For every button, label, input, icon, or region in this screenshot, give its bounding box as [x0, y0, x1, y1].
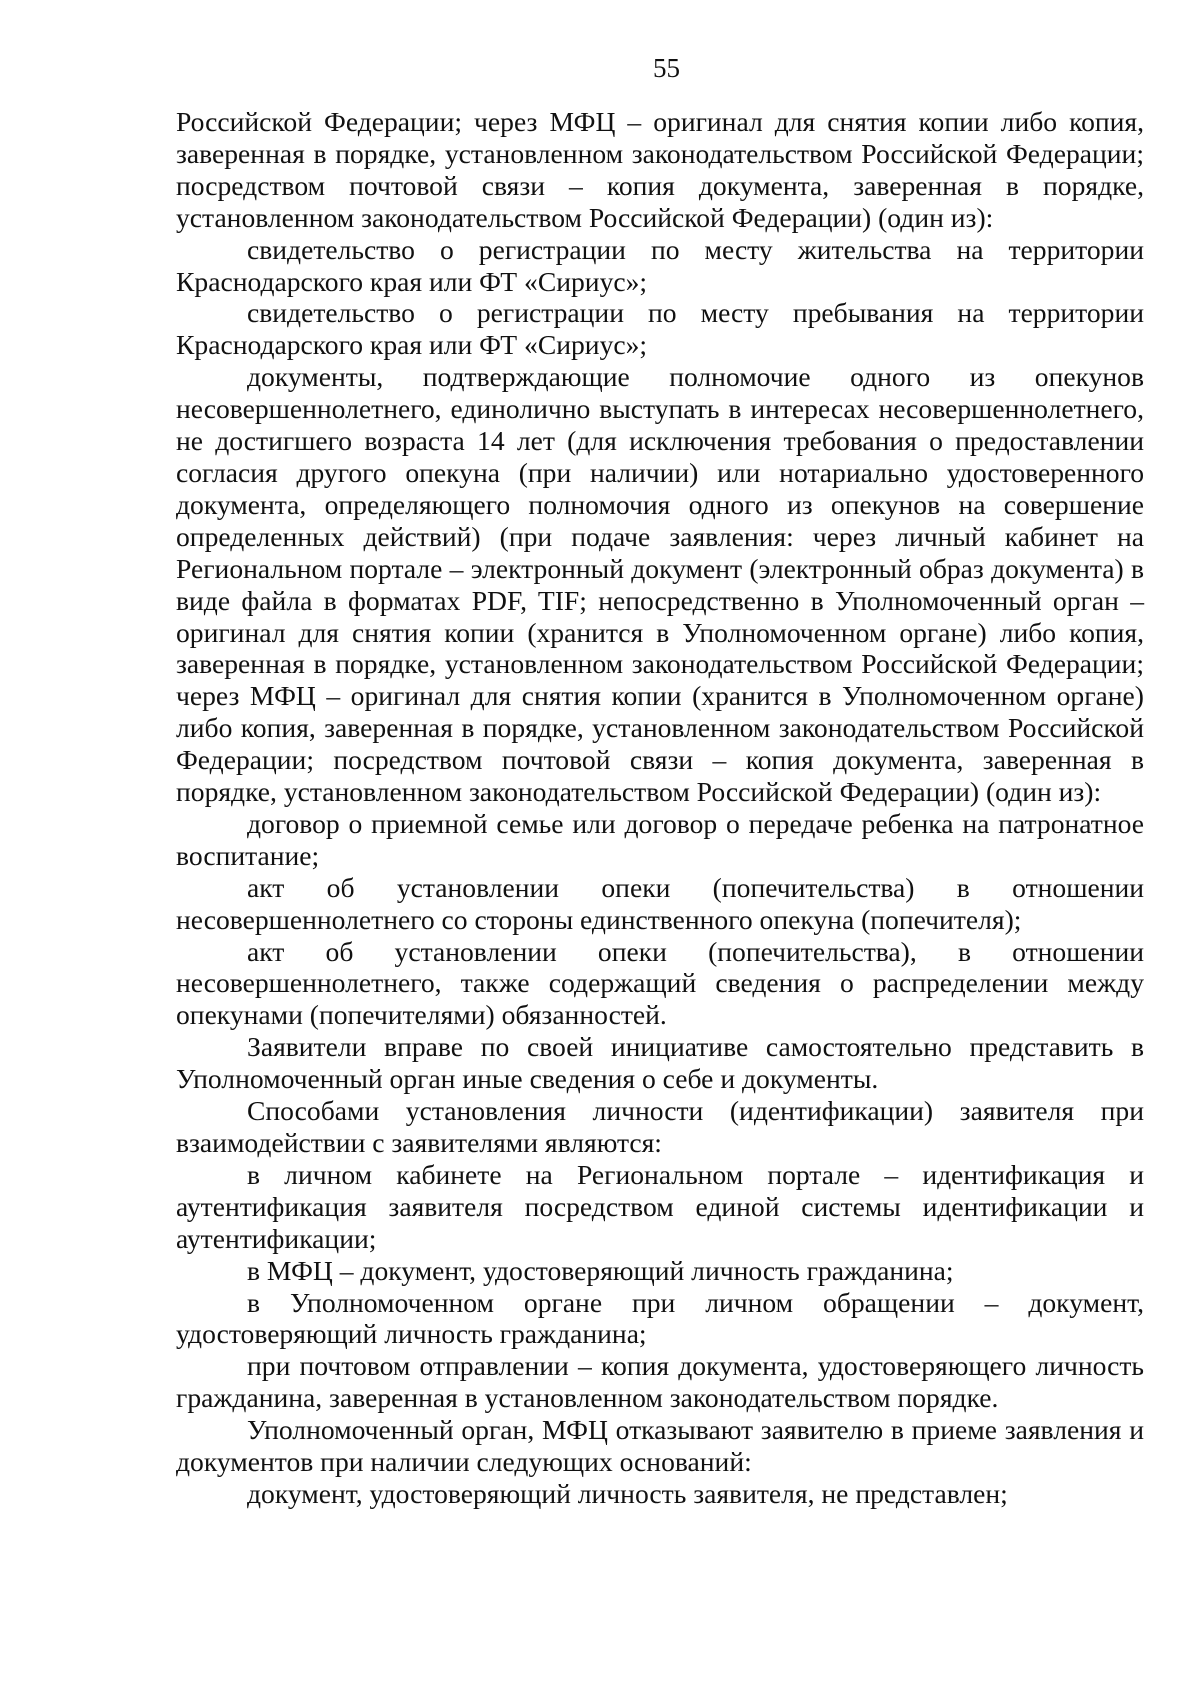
paragraph-9: Способами установления личности (идентификации) заявителя при взаимодействии с заявителями являются:	[176, 1095, 1144, 1158]
paragraph-13: при почтовом отправлении – копия документа, удостоверяющего личность гражданина, заверенная в установленном законодательством порядке.	[176, 1350, 1144, 1414]
paragraph-14: Уполномоченный орган, МФЦ отказывают заявителю в приеме заявления и документов при наличии следующих оснований:	[176, 1414, 1144, 1478]
paragraph-10: в личном кабинете на Региональном портале – идентификация и аутентификация заявителя посредством единой системы идентификации и аутентификации;	[176, 1158, 1144, 1254]
paragraph-3: свидетельство о регистрации по месту пребывания на территории Краснодарского края или ФТ «Сириус»;	[176, 297, 1144, 361]
paragraph-6: акт об установлении опеки (попечительства) в отношении несовершеннолетнего со стороны единственного опекуна (попечителя);	[176, 871, 1144, 935]
paragraph-7: акт об установлении опеки (попечительства), в отношении несовершеннолетнего, также содержащий сведения о распределении между опекунами (попечителями) обязанностей.	[176, 935, 1144, 1031]
paragraph-4: документы, подтверждающие полномочие одного из опекунов несовершеннолетнего, единолично выступать в интересах несовершеннолетнего, не достигшего возраста 14 лет (для исключения требования о предоставлении согласия другого опекуна (при наличии) или нотариально удостоверенного документа, определяющего полномочия одного из опекунов на совершение определенных действий) (при подаче заявления: через личный кабинет на Региональном портале – электронный документ (электронный образ документа) в виде файла в форматах PDF, TIF; непосредственно в Уполномоченный орган – оригинал для снятия копии (хранится в Уполномоченном органе) либо копия, заверенная в порядке, установленном законодательством Российской Федерации; через МФЦ – оригинал для снятия копии (хранится в Уполномоченном органе) либо копия, заверенная в порядке, установленном законодательством Российской Федерации; посредством почтовой связи – копия документа, заверенная в порядке, установленном законодательством Российской Федерации) (один из):	[176, 361, 1144, 808]
document-body	[176, 106, 1144, 1510]
paragraph-1: Российской Федерации; через МФЦ – оригинал для снятия копии либо копия, заверенная в порядке, установленном законодательством Российской Федерации; посредством почтовой связи – копия документа, заверенная в порядке, установленном законодательством Российской Федерации) (один из):	[176, 106, 1144, 233]
paragraph-11: в МФЦ – документ, удостоверяющий личность гражданина;	[247, 1254, 954, 1286]
paragraph-15: документ, удостоверяющий личность заявителя, не представлен;	[247, 1477, 1008, 1509]
paragraph-12: в Уполномоченном органе при личном обращении – документ, удостоверяющий личность гражданина;	[176, 1286, 1144, 1350]
paragraph-2: свидетельство о регистрации по месту жительства на территории Краснодарского края или ФТ «Сириус»;	[176, 233, 1144, 297]
paragraph-8: Заявители вправе по своей инициативе самостоятельно представить в Уполномоченный орган иные сведения о себе и документы.	[176, 1031, 1144, 1095]
paragraph-5: договор о приемной семье или договор о передаче ребенка на патронатное воспитание;	[176, 807, 1144, 871]
page-number: 55	[653, 53, 680, 83]
